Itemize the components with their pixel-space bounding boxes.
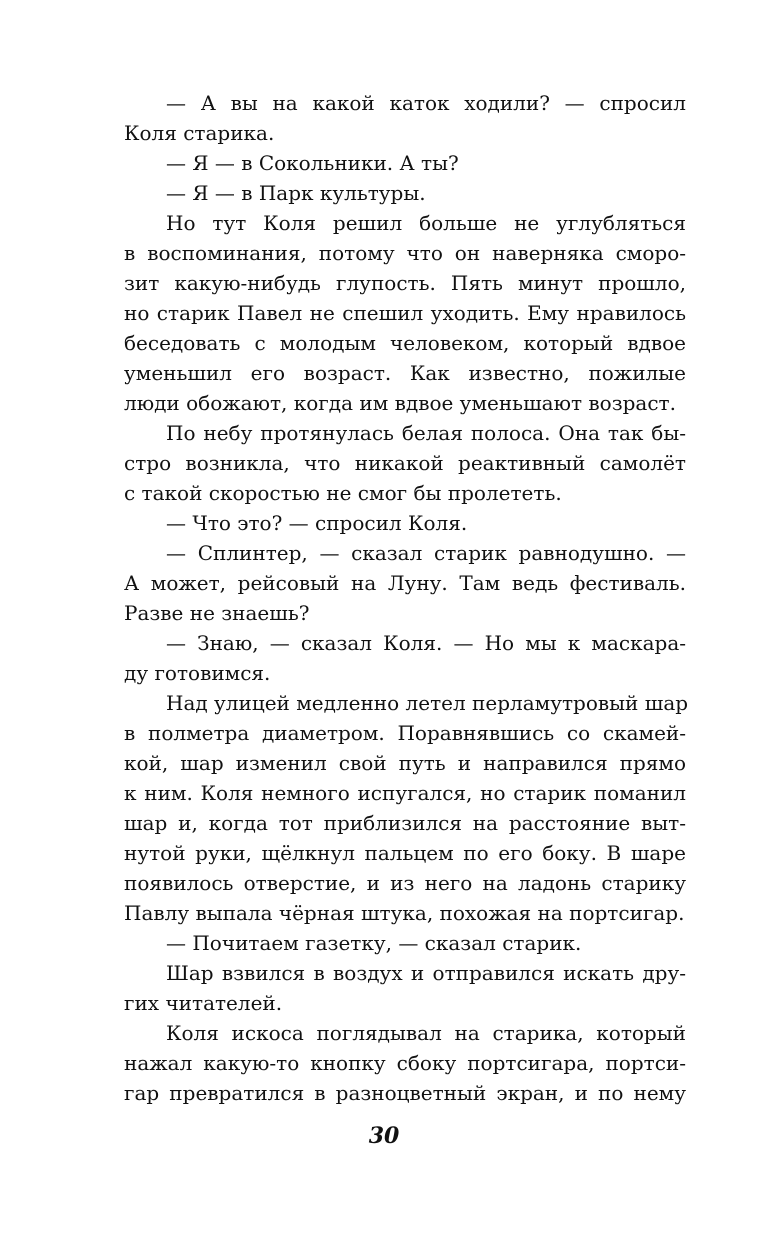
text-line: — Сплинтер, — сказал старик равнодушно. — <box>166 541 686 565</box>
text-line: По небу протянулась белая полоса. Она так бы- <box>166 421 686 445</box>
text-line: нутой руки, щёлкнул пальцем по его боку. В шаре <box>124 841 686 865</box>
text-line: А может, рейсовый на Луну. Там ведь фестиваль. <box>124 571 686 595</box>
text-line: — А вы на какой каток ходили? — спросил <box>166 91 686 115</box>
text-line: Коля искоса поглядывал на старика, который <box>166 1021 686 1045</box>
text-line: в полметра диаметром. Поравнявшись со скамей- <box>124 721 686 745</box>
text-line: — Я — в Сокольники. А ты? <box>166 151 459 175</box>
text-line: Коля старика. <box>124 121 275 145</box>
text-line: зит какую-нибудь глупость. Пять минут прошло, <box>124 271 686 295</box>
text-line: с такой скоростью не смог бы пролететь. <box>124 481 562 505</box>
body-text <box>124 88 689 1108</box>
text-line: в воспоминания, потому что он наверняка сморо- <box>124 241 686 265</box>
text-line: Но тут Коля решил больше не углубляться <box>166 211 686 235</box>
text-line: — Знаю, — сказал Коля. — Но мы к маскара- <box>166 631 686 655</box>
text-line: Павлу выпала чёрная штука, похожая на портсигар. <box>124 901 685 925</box>
text-line: гар превратился в разноцветный экран, и по нему <box>124 1081 686 1105</box>
text-line: к ним. Коля немного испугался, но старик поманил <box>124 781 686 805</box>
text-line: гих читателей. <box>124 991 283 1015</box>
text-line: Разве не знаешь? <box>124 601 310 625</box>
text-line: — Я — в Парк культуры. <box>166 181 426 205</box>
text-line: стро возникла, что никакой реактивный самолёт <box>124 451 686 475</box>
text-line: но старик Павел не спешил уходить. Ему нравилось <box>124 301 686 325</box>
text-line: нажал какую-то кнопку сбоку портсигара, портси- <box>124 1051 686 1075</box>
text-line: уменьшил его возраст. Как известно, пожилые <box>124 361 686 385</box>
text-line: Шар взвился в воздух и отправился искать дру- <box>166 961 686 985</box>
text-line: люди обожают, когда им вдвое уменьшают возраст. <box>124 391 676 415</box>
text-line: — Что это? — спросил Коля. <box>166 511 468 535</box>
text-line: кой, шар изменил свой путь и направился прямо <box>124 751 686 775</box>
text-line: ду готовимся. <box>124 661 271 685</box>
page-number: 30 <box>368 1123 400 1149</box>
text-line: — Почитаем газетку, — сказал старик. <box>166 931 582 955</box>
text-line: Над улицей медленно летел перламутровый шар <box>166 691 689 715</box>
text-line: шар и, когда тот приблизился на расстояние выт- <box>124 811 686 835</box>
text-line: появилось отверстие, и из него на ладонь старику <box>124 871 686 895</box>
text-line: беседовать с молодым человеком, который вдвое <box>124 331 686 355</box>
